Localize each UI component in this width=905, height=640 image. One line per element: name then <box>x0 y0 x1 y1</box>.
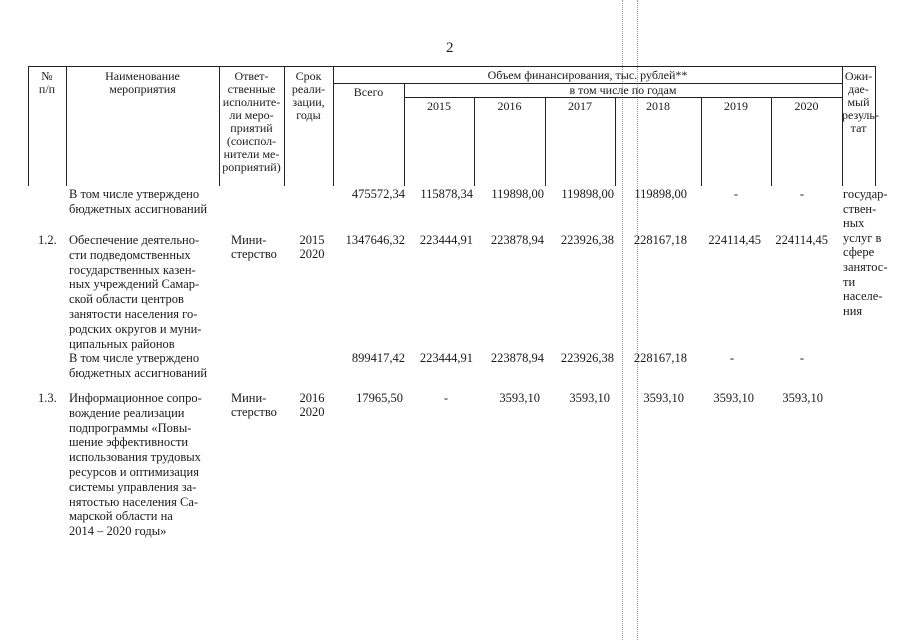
row-value-2019: 224114,45 <box>708 233 761 247</box>
row-value-2016: 223878,94 <box>490 233 544 247</box>
header-year-2018: 2018 <box>646 99 670 113</box>
row-value-2018: 228167,18 <box>633 233 687 247</box>
row-total: 899417,42 <box>351 351 405 365</box>
row-value-2019: - <box>729 351 735 365</box>
header-year-2019: 2019 <box>724 99 748 113</box>
header-name: Наименование мероприятия <box>105 69 180 96</box>
row-value-2016: 223878,94 <box>490 351 544 365</box>
row-value-2018: 3593,10 <box>643 391 684 405</box>
row-number: 1.2. <box>38 233 57 247</box>
row-description: В том числе утверждено бюджетных ассигнований <box>69 351 208 380</box>
row-value-2019: 3593,10 <box>713 391 754 405</box>
row-value-2015: 223444,91 <box>419 233 473 247</box>
header-num: № п/п <box>38 69 56 96</box>
row-value-2017: 223926,38 <box>560 233 614 247</box>
row-description: Обеспечение деятельно- сти подведомственных государственных казен- ных учреждений Самар- ской области центров занятости населения го- родских округов и муни- ципальных районов <box>69 233 202 351</box>
row-responsible: Мини- стерство <box>231 233 277 261</box>
header-year-2015: 2015 <box>427 99 451 113</box>
row-value-2020: 224114,45 <box>775 233 828 247</box>
header-total: Всего <box>353 85 384 99</box>
row-value-2017: 3593,10 <box>569 391 610 405</box>
row-responsible: Мини- стерство <box>231 391 277 419</box>
row-value-2017: 119898,00 <box>561 187 614 201</box>
row-value-2015: 115878,34 <box>420 187 473 201</box>
row-value-2015: 223444,91 <box>419 351 473 365</box>
header-responsible: Ответ- ственные исполните- ли меро- приятий (соиспол- нители ме- роприятий) <box>222 69 281 174</box>
row-term: 2015 2020 <box>299 233 325 261</box>
page-number: 2 <box>446 40 454 56</box>
row-value-2020: 3593,10 <box>782 391 823 405</box>
row-value-2019: - <box>733 187 739 201</box>
header-result: Ожи- дае- мый резуль- тат <box>842 69 879 135</box>
header-term: Срок реали- зации, годы <box>291 69 326 122</box>
row-total: 1347646,32 <box>345 233 405 247</box>
row-total: 475572,34 <box>351 187 405 201</box>
row-total: 17965,50 <box>356 391 403 405</box>
header-funding: Объем финансирования, тыс. рублей** <box>487 68 688 82</box>
header-year-2020: 2020 <box>794 99 819 113</box>
row-value-2016: 3593,10 <box>499 391 540 405</box>
row-value-2020: - <box>799 351 805 365</box>
row-value-2017: 223926,38 <box>560 351 614 365</box>
row-result: государ- ствен- ных услуг в сфере занятос- ти населе- ния <box>843 187 888 318</box>
row-description: Информационное сопро- вождение реализации подпрограммы «Повы- шение эффективности использования трудовых ресурсов и оптимизация системы управления за- нятостью населения Са- марской области на 2014 – 2020 годы» <box>69 391 202 539</box>
row-description: В том числе утверждено бюджетных ассигнований <box>69 187 208 216</box>
row-value-2015: - <box>443 391 449 405</box>
row-value-2018: 119898,00 <box>634 187 687 201</box>
row-term: 2016 2020 <box>299 391 325 419</box>
row-number: 1.3. <box>38 391 57 405</box>
row-value-2016: 119898,00 <box>491 187 544 201</box>
row-value-2020: - <box>799 187 805 201</box>
header-by-years: в том числе по годам <box>569 83 677 97</box>
row-value-2018: 228167,18 <box>633 351 687 365</box>
header-year-2016: 2016 <box>497 99 522 113</box>
header-year-2017: 2017 <box>568 99 592 113</box>
